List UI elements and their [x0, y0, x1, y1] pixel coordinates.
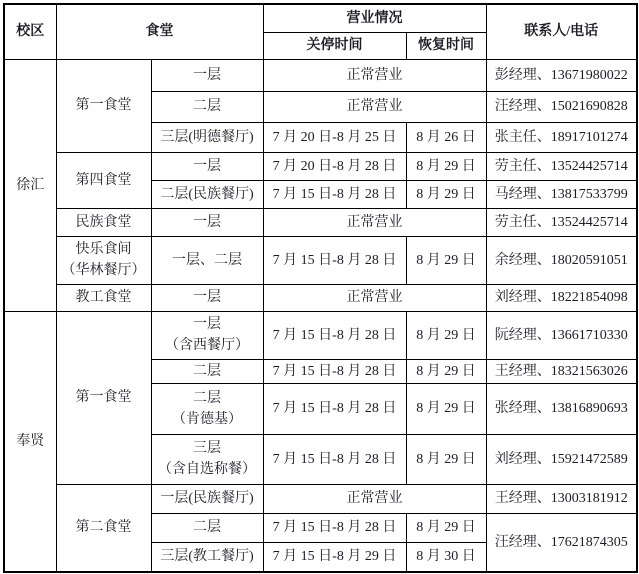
header-campus: 校区: [4, 4, 56, 59]
cell-floor-line2: （含西餐厅）: [165, 338, 249, 353]
cell-floor: 一层、二层: [151, 236, 263, 284]
cell-contact: 余经理、18020591051: [486, 236, 637, 284]
cell-canteen-line1: 快乐食间: [75, 242, 132, 257]
cell-close-time: 7 月 15 日-8 月 28 日: [263, 180, 406, 208]
cell-resume-time: 8 月 29 日: [406, 236, 486, 284]
cell-floor: 二层: [151, 91, 263, 122]
cell-resume-time: 8 月 29 日: [406, 383, 486, 434]
cell-close-time: 7 月 15 日-8 月 28 日: [263, 236, 406, 284]
cell-resume-time: 8 月 29 日: [406, 311, 486, 359]
cell-floor-line1: 一层: [193, 317, 221, 332]
cell-close-time: 7 月 15 日-8 月 28 日: [263, 434, 406, 484]
cell-close-time: 7 月 20 日-8 月 25 日: [263, 122, 406, 152]
cell-contact: 汪经理、17621874305: [486, 513, 637, 572]
cell-floor-line2: （肯德基）: [172, 411, 242, 427]
cell-resume-time: 8 月 29 日: [406, 180, 486, 208]
table-row: [4, 311, 637, 359]
table-row: [4, 484, 637, 513]
cell-campus-fengxian: 奉贤: [4, 311, 56, 572]
cell-status: 正常营业: [263, 484, 486, 513]
cell-resume-time: 8 月 29 日: [406, 152, 486, 180]
cell-contact: 马经理、13817533799: [486, 180, 637, 208]
cell-close-time: 7 月 20 日-8 月 28 日: [263, 152, 406, 180]
table-row: [4, 59, 637, 91]
cell-resume-time: 8 月 29 日: [406, 359, 486, 383]
cell-floor: 一层: [151, 208, 263, 236]
cell-status: 正常营业: [263, 91, 486, 122]
cell-canteen-line2: （华林餐厅）: [61, 263, 146, 278]
cell-floor-line2: （含自选称餐）: [158, 462, 256, 477]
cell-canteen: [56, 236, 151, 284]
header-contact: 联系人/电话: [486, 4, 637, 59]
cell-status: 正常营业: [263, 284, 486, 311]
cell-campus-xuhui: 徐汇: [4, 59, 56, 311]
cell-contact: 劳主任、13524425714: [486, 208, 637, 236]
cell-canteen: 教工食堂: [56, 284, 151, 311]
cell-close-time: 7 月 15 日-8 月 29 日: [263, 542, 406, 572]
cell-canteen: 第一食堂: [56, 311, 151, 484]
cell-resume-time: 8 月 29 日: [406, 434, 486, 484]
cell-close-time: 7 月 15 日-8 月 28 日: [263, 311, 406, 359]
cell-canteen: 第二食堂: [56, 484, 151, 572]
cell-contact: 汪经理、15021690828: [486, 91, 637, 122]
cell-canteen: 第四食堂: [56, 152, 151, 208]
cell-floor: 三层(明德餐厅): [151, 122, 263, 152]
cell-close-time: 7 月 15 日-8 月 28 日: [263, 383, 406, 434]
cell-canteen: 民族食堂: [56, 208, 151, 236]
header-close-time: 关停时间: [263, 32, 406, 59]
cell-floor: [151, 383, 263, 434]
table-row: [4, 236, 637, 284]
cell-contact: 彭经理、13671980022: [486, 59, 637, 91]
cell-contact: 张经理、13816890693: [486, 383, 637, 434]
cell-floor: [151, 434, 263, 484]
canteen-hours-table: [3, 3, 638, 573]
header-canteen: 食堂: [56, 4, 263, 59]
table-row: [4, 152, 637, 180]
cell-floor: 一层: [151, 284, 263, 311]
cell-floor: 二层: [151, 359, 263, 383]
cell-contact: 王经理、13003181912: [486, 484, 637, 513]
table-row: [4, 284, 637, 311]
cell-floor: 二层(民族餐厅): [151, 180, 263, 208]
cell-contact: 劳主任、13524425714: [486, 152, 637, 180]
cell-floor: 一层: [151, 152, 263, 180]
cell-resume-time: 8 月 29 日: [406, 513, 486, 542]
cell-contact: 刘经理、18221854098: [486, 284, 637, 311]
cell-floor: 二层: [151, 513, 263, 542]
cell-floor: 三层(教工餐厅): [151, 542, 263, 572]
cell-floor: 一层: [151, 59, 263, 91]
header-business-status: 营业情况: [263, 4, 486, 32]
cell-status: 正常营业: [263, 208, 486, 236]
cell-floor: [151, 311, 263, 359]
cell-close-time: 7 月 15 日-8 月 28 日: [263, 359, 406, 383]
cell-resume-time: 8 月 30 日: [406, 542, 486, 572]
cell-contact: 阮经理、13661710330: [486, 311, 637, 359]
cell-close-time: 7 月 15 日-8 月 28 日: [263, 513, 406, 542]
cell-floor: 一层(民族餐厅): [151, 484, 263, 513]
table-row: [4, 208, 637, 236]
cell-resume-time: 8 月 26 日: [406, 122, 486, 152]
cell-floor-line1: 二层: [193, 390, 221, 406]
cell-contact: 张主任、18917101274: [486, 122, 637, 152]
cell-contact: 刘经理、15921472589: [486, 434, 637, 484]
cell-canteen: 第一食堂: [56, 59, 151, 152]
cell-contact: 王经理、18321563026: [486, 359, 637, 383]
header-resume-time: 恢复时间: [406, 32, 486, 59]
cell-status: 正常营业: [263, 59, 486, 91]
cell-floor-line1: 三层: [193, 441, 221, 456]
